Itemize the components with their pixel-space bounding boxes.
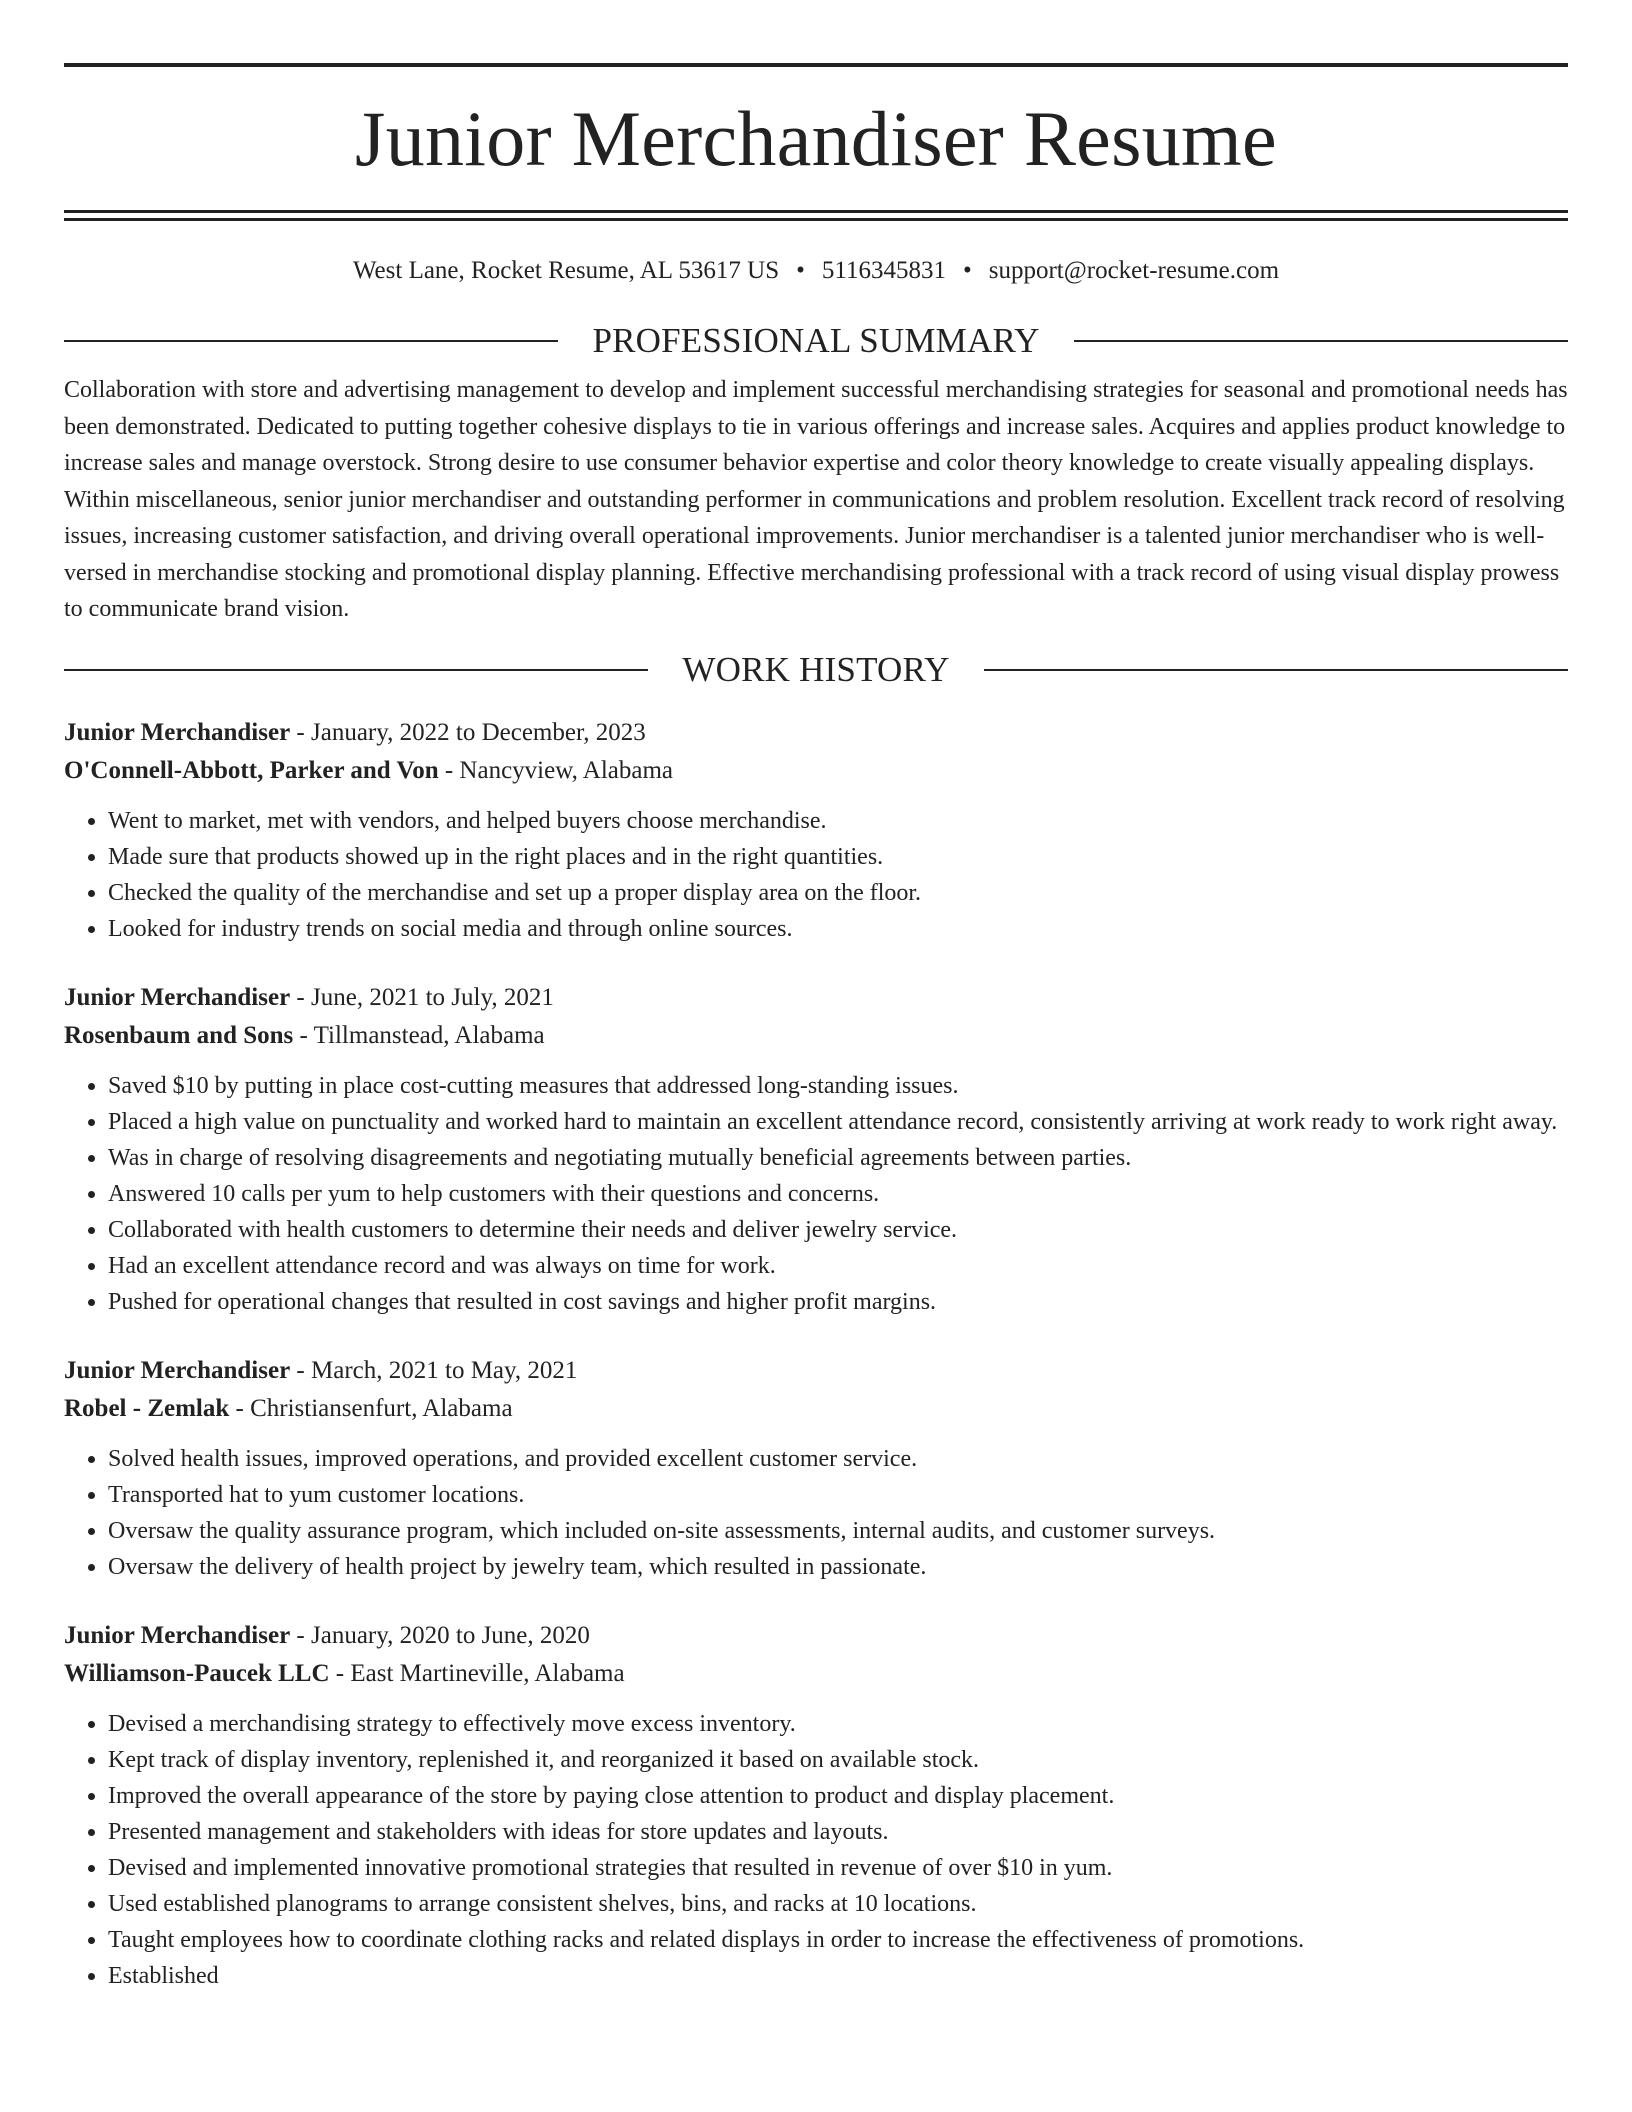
job-bullet: • Went to market, met with vendors, and helped buyers choose merchandise. bbox=[108, 803, 1568, 839]
job-bullet: • Transported hat to yum customer locations. bbox=[108, 1477, 1568, 1513]
job-dates: - January, 2022 to December, 2023 bbox=[290, 718, 646, 746]
contact-email[interactable]: support@rocket-resume.com bbox=[988, 257, 1280, 284]
job-bullet: • Looked for industry trends on social media and through online sources. bbox=[108, 911, 1568, 947]
summary-section-heading bbox=[64, 319, 1568, 363]
job-title-line bbox=[64, 979, 1568, 1017]
work-history-heading-label: WORK HISTORY bbox=[682, 649, 950, 689]
job-location: - East Martineville, Alabama bbox=[329, 1659, 625, 1687]
job-bullet: • Was in charge of resolving disagreements and negotiating mutually beneficial agreements between parties. bbox=[108, 1140, 1568, 1176]
contact-line bbox=[64, 255, 1568, 287]
job-bullet: • Had an excellent attendance record and was always on time for work. bbox=[108, 1248, 1568, 1284]
summary-heading-label: PROFESSIONAL SUMMARY bbox=[592, 321, 1040, 360]
job-dates: - January, 2020 to June, 2020 bbox=[290, 1621, 590, 1649]
job-entry bbox=[64, 979, 1568, 1320]
job-bullet: • Pushed for operational changes that resulted in cost savings and higher profit margins. bbox=[108, 1284, 1568, 1320]
job-bullet: • Kept track of display inventory, replenished it, and reorganized it based on available stock. bbox=[108, 1742, 1568, 1778]
job-entry bbox=[64, 1352, 1568, 1585]
title-double-rule bbox=[64, 210, 1568, 221]
job-bullet: • Taught employees how to coordinate clothing racks and related displays in order to increase the effectiveness of promotions. bbox=[108, 1922, 1568, 1958]
job-bullets bbox=[64, 1068, 1568, 1320]
contact-separator: • bbox=[962, 257, 972, 284]
job-company-line bbox=[64, 1017, 1568, 1055]
job-bullet: • Oversaw the quality assurance program, which included on-site assessments, internal audits, and customer surveys. bbox=[108, 1513, 1568, 1549]
job-bullet: • Devised and implemented innovative promotional strategies that resulted in revenue of over $10 in yum. bbox=[108, 1850, 1568, 1886]
job-dates: - March, 2021 to May, 2021 bbox=[290, 1356, 578, 1384]
job-company: Rosenbaum and Sons bbox=[64, 1021, 294, 1049]
job-company-line bbox=[64, 1390, 1568, 1428]
job-location: - Nancyview, Alabama bbox=[438, 756, 674, 784]
job-bullets bbox=[64, 1441, 1568, 1585]
job-bullet: • Saved $10 by putting in place cost-cutting measures that addressed long-standing issues. bbox=[108, 1068, 1568, 1104]
job-company-line bbox=[64, 1655, 1568, 1693]
job-bullets bbox=[64, 1706, 1568, 1994]
job-bullet: • Made sure that products showed up in the right places and in the right quantities. bbox=[108, 839, 1568, 875]
job-company: Williamson-Paucek LLC bbox=[64, 1659, 330, 1687]
top-rule bbox=[64, 63, 1568, 67]
job-bullet: • Placed a high value on punctuality and worked hard to maintain an excellent attendance record, consistently arriving at work ready to work right away. bbox=[108, 1104, 1568, 1140]
job-title-line bbox=[64, 1617, 1568, 1655]
job-bullet: • Improved the overall appearance of the store by paying close attention to product and display placement. bbox=[108, 1778, 1568, 1814]
heading-rule-right bbox=[984, 669, 1568, 671]
job-entry bbox=[64, 1617, 1568, 1994]
contact-separator: • bbox=[796, 257, 805, 284]
contact-phone: 5116345831 bbox=[821, 257, 946, 284]
job-location: - Tillmanstead, Alabama bbox=[293, 1021, 545, 1049]
job-company-line bbox=[64, 752, 1568, 790]
professional-summary: Collaboration with store and advertising management to develop and implement successful merchandising strategies for seasonal and promotional needs has been demonstrated. Dedicated to putting together cohesive displays to tie in various offerings and increase sales. Acquires and applies product knowledge to increase sales and manage overstock. Strong desire to use consumer behavior expertise and color theory knowledge to create visually appealing displays. Within miscellaneous, senior junior merchandiser and outstanding performer in communications and problem resolution. Excellent track record of resolving issues, increasing customer satisfaction, and driving overall operational improvements. Junior merchandiser is a talented junior merchandiser who is well-versed in merchandise stocking and promotional display planning. Effective merchandising professional with a track record of using visual display prowess to communicate brand vision. bbox=[64, 377, 1568, 622]
job-bullet: • Solved health issues, improved operations, and provided excellent customer service. bbox=[108, 1441, 1568, 1477]
heading-rule-left bbox=[64, 340, 558, 342]
job-title: Junior Merchandiser bbox=[64, 1621, 291, 1649]
job-bullet: • Checked the quality of the merchandise and set up a proper display area on the floor. bbox=[108, 875, 1568, 911]
job-bullet: • Presented management and stakeholders with ideas for store updates and layouts. bbox=[108, 1814, 1568, 1850]
job-company: Robel - Zemlak bbox=[64, 1394, 230, 1422]
job-location: - Christiansenfurt, Alabama bbox=[229, 1394, 513, 1422]
contact-address: West Lane, Rocket Resume, AL 53617 US bbox=[352, 257, 780, 284]
job-title-line bbox=[64, 714, 1568, 752]
heading-rule-left bbox=[64, 669, 648, 671]
job-dates: - June, 2021 to July, 2021 bbox=[290, 983, 554, 1011]
job-list bbox=[64, 714, 1568, 1994]
job-title: Junior Merchandiser bbox=[64, 983, 291, 1011]
job-bullet: • Collaborated with health customers to determine their needs and deliver jewelry service. bbox=[108, 1212, 1568, 1248]
job-company: O'Connell-Abbott, Parker and Von bbox=[64, 756, 439, 784]
job-bullet: • Established bbox=[108, 1958, 1568, 1994]
heading-rule-right bbox=[1074, 340, 1568, 342]
job-bullet: • Oversaw the delivery of health project by jewelry team, which resulted in passionate. bbox=[108, 1549, 1568, 1585]
job-entry bbox=[64, 714, 1568, 947]
job-title: Junior Merchandiser bbox=[64, 718, 291, 746]
job-title-line bbox=[64, 1352, 1568, 1390]
job-bullets bbox=[64, 803, 1568, 947]
job-bullet: • Answered 10 calls per yum to help customers with their questions and concerns. bbox=[108, 1176, 1568, 1212]
job-bullet: • Devised a merchandising strategy to effectively move excess inventory. bbox=[108, 1706, 1568, 1742]
work-history-heading bbox=[64, 648, 1568, 692]
job-bullet: • Used established planograms to arrange consistent shelves, bins, and racks at 10 locations. bbox=[108, 1886, 1568, 1922]
job-title: Junior Merchandiser bbox=[64, 1356, 291, 1384]
resume-title: Junior Merchandiser Resume bbox=[355, 95, 1277, 182]
